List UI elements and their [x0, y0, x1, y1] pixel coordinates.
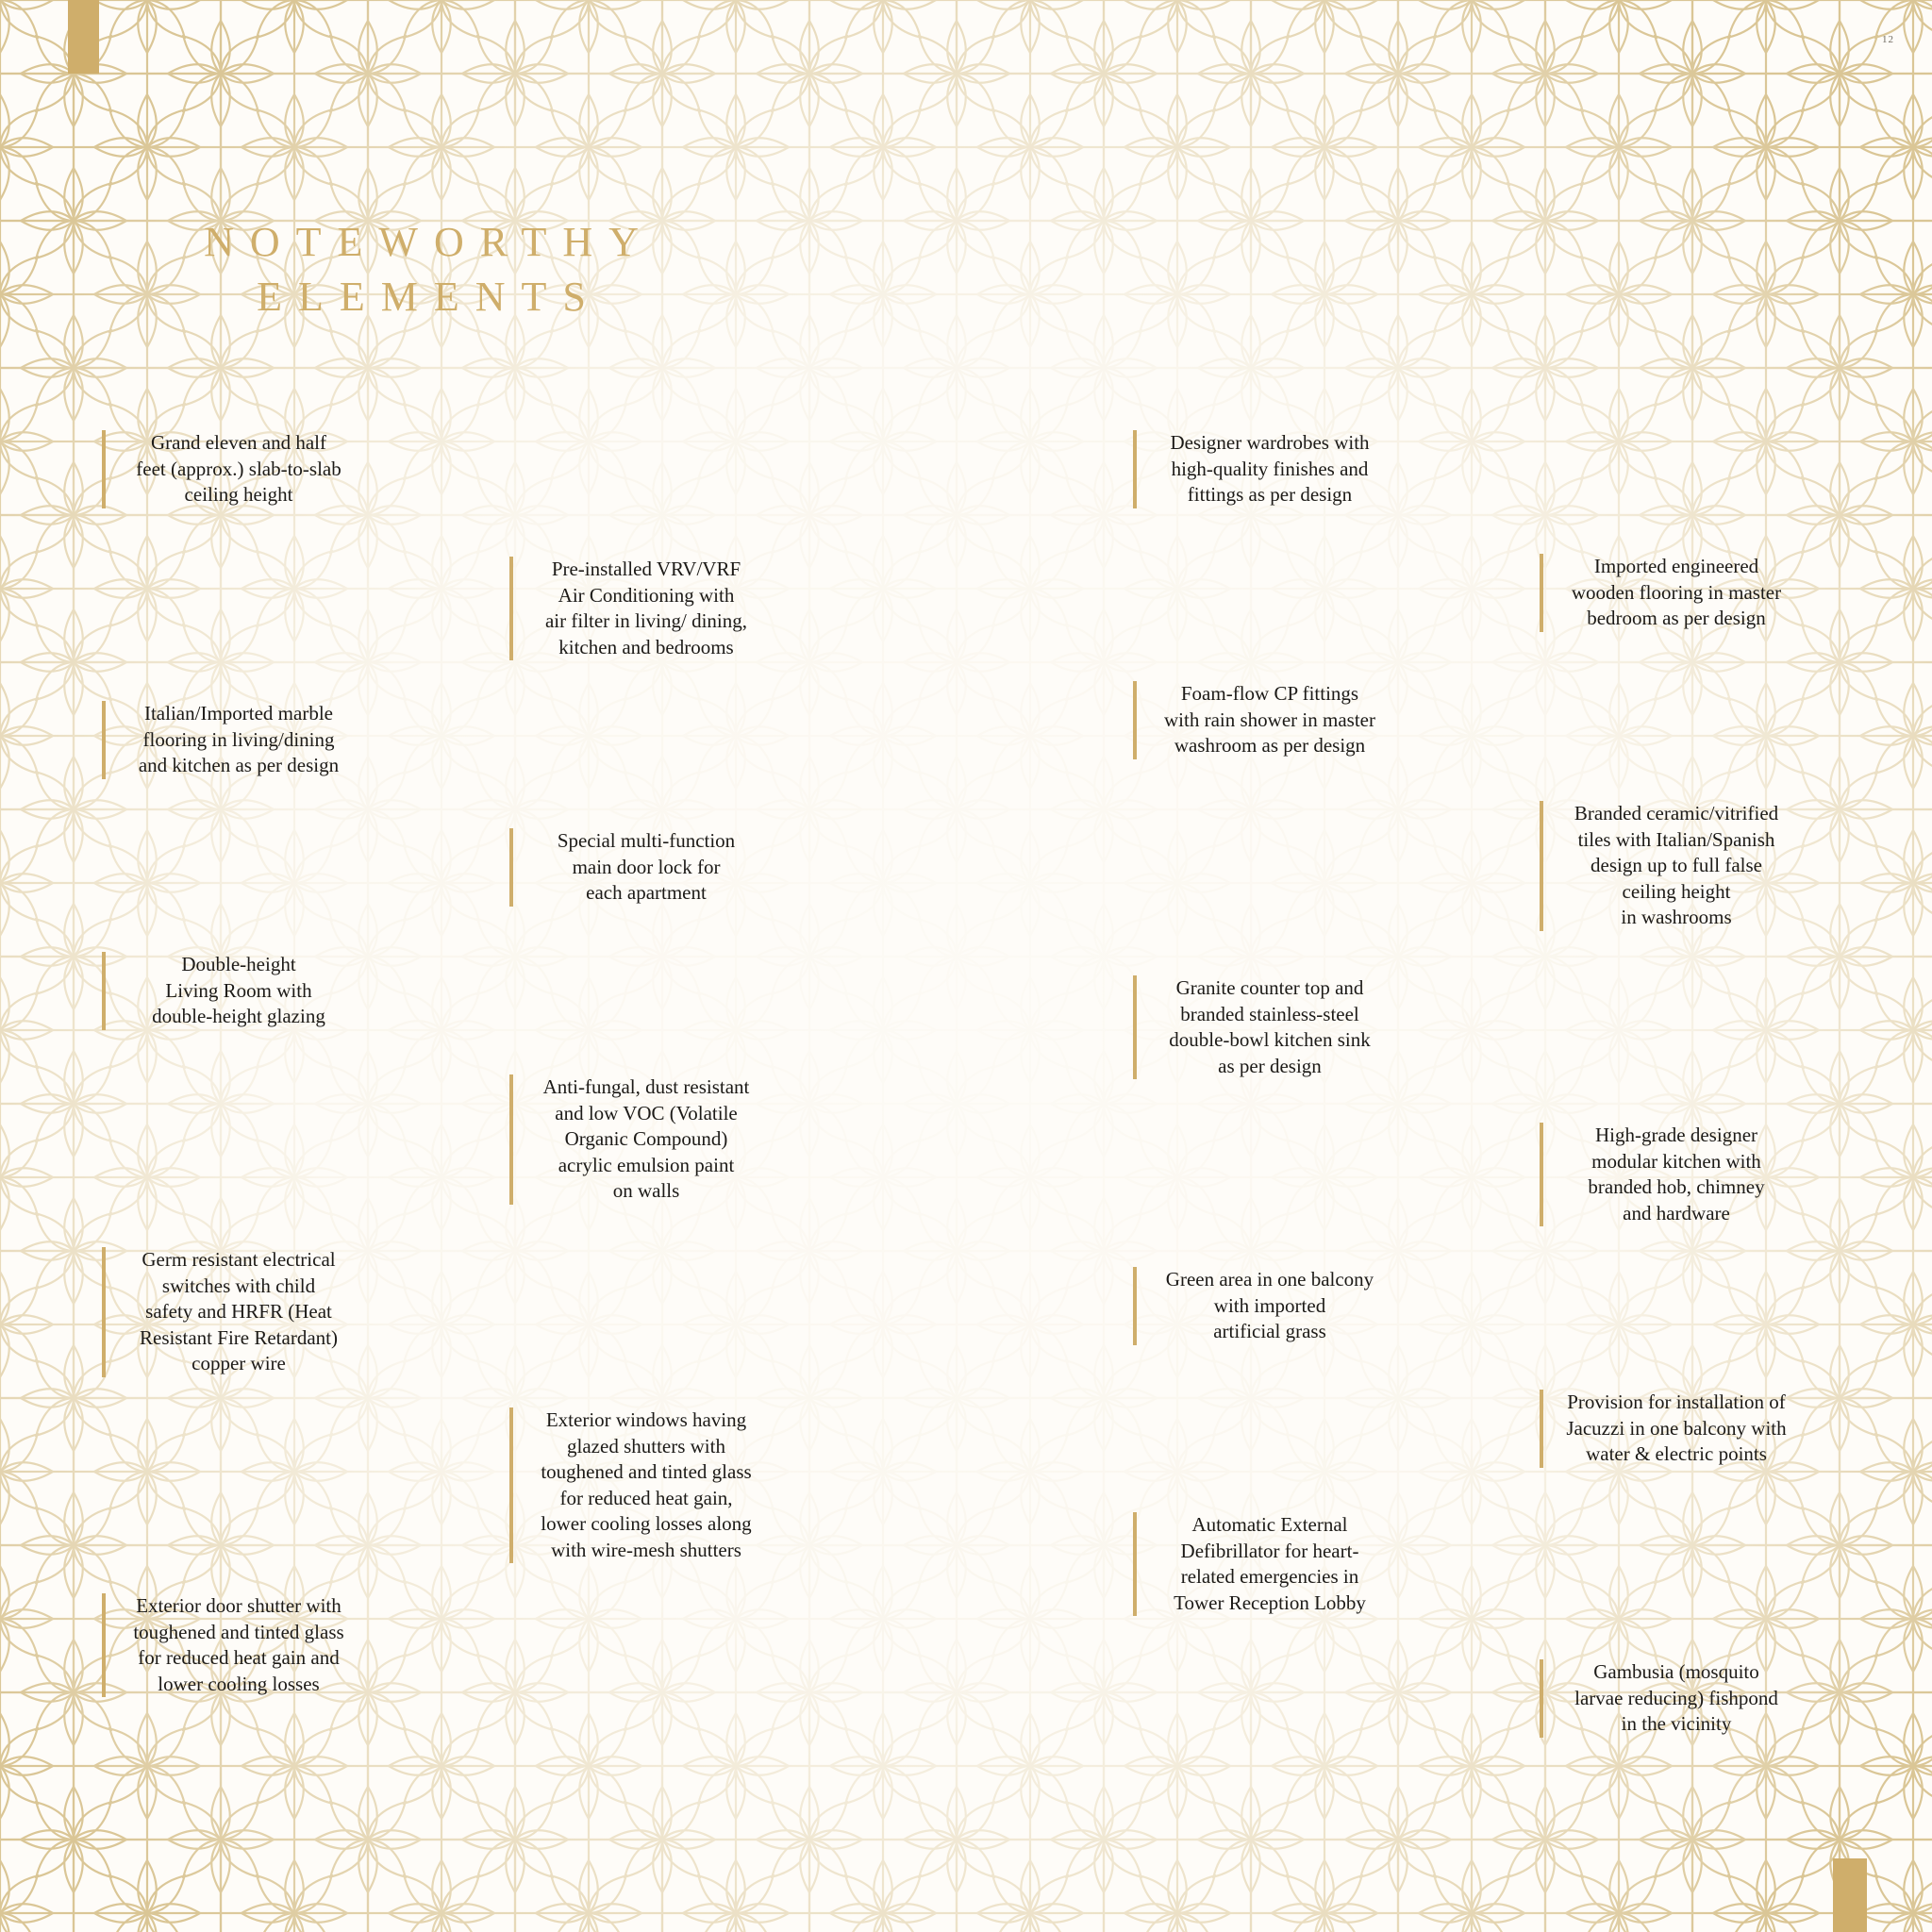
feature-text: Pre-installed VRV/VRF Air Conditioning with air filter in living/ dining, kitchen and bedrooms [544, 558, 748, 658]
feature-item [1540, 1123, 1806, 1226]
feature-text: High-grade designer modular kitchen with branded hob, chimney and hardware [1588, 1124, 1765, 1224]
feature-item [102, 701, 368, 779]
feature-text: Branded ceramic/vitrified tiles with Italian/Spanish design up to full false ceiling height in washrooms [1574, 802, 1779, 928]
feature-item [509, 557, 775, 660]
feature-text: Automatic External Defibrillator for heart- related emergencies in Tower Reception Lobby [1174, 1513, 1366, 1614]
feature-item [509, 1074, 775, 1205]
feature-text: Foam-flow CP fittings with rain shower in master washroom as per design [1164, 682, 1375, 757]
top-gold-tab [68, 0, 99, 74]
feature-item [509, 828, 775, 907]
page-title [179, 215, 679, 325]
feature-text: Provision for installation of Jacuzzi in one balcony with water & electric points [1566, 1391, 1787, 1465]
feature-text: Imported engineered wooden flooring in master bedroom as per design [1571, 555, 1782, 629]
feature-item [1133, 430, 1399, 508]
feature-item [1540, 801, 1806, 931]
feature-item [102, 952, 368, 1030]
feature-item [1133, 975, 1399, 1079]
feature-text: Exterior door shutter with toughened and tinted glass for reduced heat gain and lower cooling losses [133, 1594, 344, 1695]
feature-item [1133, 1512, 1399, 1616]
feature-text: Anti-fungal, dust resistant and low VOC (Volatile Organic Compound) acrylic emulsion paint on walls [542, 1075, 750, 1202]
feature-item [1540, 1659, 1806, 1738]
feature-text: Designer wardrobes with high-quality finishes and fittings as per design [1170, 431, 1370, 506]
feature-text: Gambusia (mosquito larvae reducing) fishpond in the vicinity [1574, 1660, 1778, 1735]
feature-item [1540, 1390, 1806, 1468]
feature-text: Italian/Imported marble flooring in living/dining and kitchen as per design [138, 702, 340, 776]
title-line-1: NOTEWORTHY [204, 219, 655, 265]
feature-item [102, 1247, 368, 1377]
title-line-2: ELEMENTS [257, 274, 602, 320]
feature-item [102, 430, 368, 508]
feature-item [1133, 1267, 1399, 1345]
feature-text: Grand eleven and half feet (approx.) slab-to-slab ceiling height [136, 431, 341, 506]
feature-item [102, 1593, 368, 1697]
bottom-gold-tab [1833, 1858, 1867, 1932]
feature-item [1133, 681, 1399, 759]
feature-item [1540, 554, 1806, 632]
feature-item [509, 1407, 775, 1563]
feature-text: Special multi-function main door lock for each apartment [557, 829, 736, 904]
feature-text: Germ resistant electrical switches with child safety and HRFR (Heat Resistant Fire Retardant) copper wire [140, 1248, 338, 1374]
feature-text: Double-height Living Room with double-height glazing [152, 953, 325, 1027]
feature-text: Green area in one balcony with imported artificial grass [1165, 1268, 1374, 1342]
page-number: 12 [1882, 34, 1894, 45]
feature-text: Exterior windows having glazed shutters with toughened and tinted glass for reduced heat gain, lower cooling losses along with wire-mesh shutters [541, 1408, 752, 1561]
feature-text: Granite counter top and branded stainless-steel double-bowl kitchen sink as per design [1169, 976, 1371, 1077]
